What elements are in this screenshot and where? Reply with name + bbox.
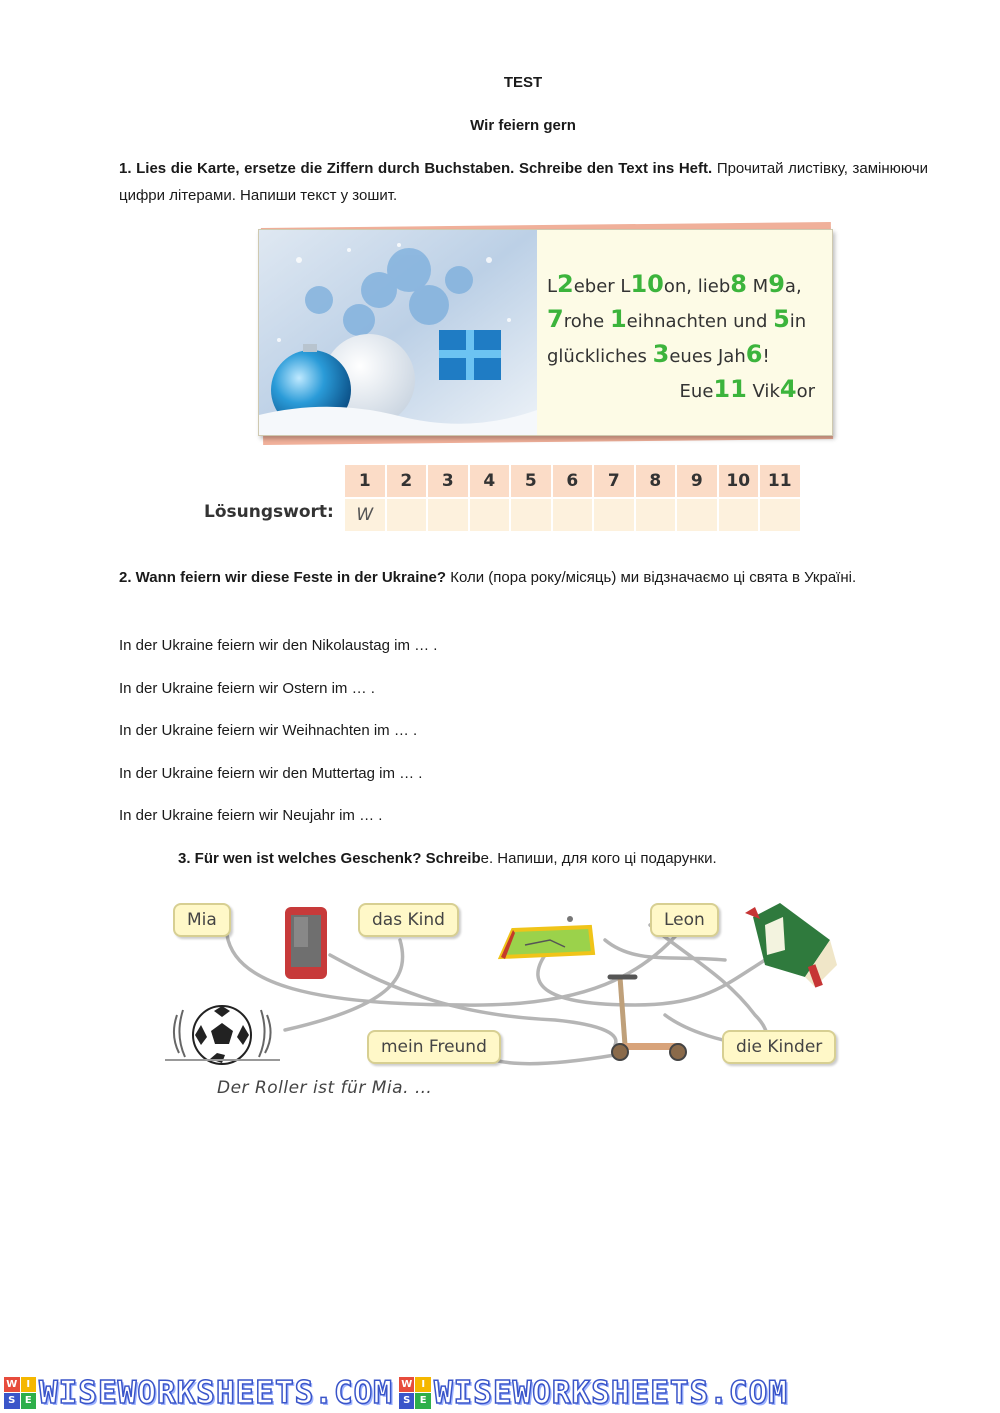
solution-answer-cell[interactable]: W (345, 499, 385, 531)
solution-number: 9 (677, 465, 717, 497)
solution-number-row (345, 465, 800, 497)
solution-answer-cell[interactable] (760, 499, 800, 531)
solution-answer-cell[interactable] (553, 499, 593, 531)
test-heading: TEST (503, 74, 543, 91)
solution-answer-cell[interactable] (636, 499, 676, 531)
exercise-2-instruction (119, 564, 928, 591)
card-line-2 (547, 303, 827, 338)
card-line-1 (547, 268, 827, 303)
logo-letter: S (4, 1393, 20, 1409)
exercise-3-title-tail: e. (480, 850, 494, 867)
solution-number: 1 (345, 465, 385, 497)
solution-answer-cell[interactable] (594, 499, 634, 531)
exercise-3-translation: Напиши, для кого ці подарунки. (497, 850, 717, 867)
card-digit: 3 (652, 340, 670, 368)
watermark-text: WISEWORKSHEETS.COM (433, 1374, 788, 1411)
page-subtitle: Wir feiern gern (470, 117, 576, 134)
logo-letter: I (21, 1377, 37, 1393)
logo-letter: W (4, 1377, 20, 1393)
solution-answer-cell[interactable] (677, 499, 717, 531)
card-digit: 6 (745, 340, 763, 368)
tag-das-kind: das Kind (358, 903, 459, 937)
card-text-fragment: eber L (573, 276, 631, 297)
card-text-fragment: eues Jah (669, 346, 746, 367)
card-text-fragment: L (547, 276, 558, 297)
football-icon (165, 1006, 280, 1064)
exercise-2-title: 2. Wann feiern wir diese Feste in der Ukraine? (119, 569, 447, 586)
solution-number: 5 (511, 465, 551, 497)
solution-number: 3 (428, 465, 468, 497)
exercise-1-translation: Прочитай листівку, замінюючи цифри літерами. Напиши текст у зошит. (119, 160, 929, 204)
card-digit: 2 (557, 270, 574, 298)
watermark (0, 1372, 1000, 1413)
exercise-2-sentence: In der Ukraine feiern wir den Muttertag im … . (119, 765, 423, 782)
card-text-fragment: ! (762, 346, 770, 367)
tag-mein-freund: mein Freund (367, 1030, 501, 1064)
smartphone-icon (285, 907, 327, 979)
board-game-icon (501, 916, 593, 959)
card-digit: 1 (609, 305, 627, 333)
scooter-icon (610, 977, 686, 1060)
card-text-fragment: on, lieb (663, 276, 731, 297)
card-digit: 7 (547, 305, 564, 333)
card-message (547, 268, 827, 408)
exercise-2-sentence: In der Ukraine feiern wir Ostern im … . (119, 680, 375, 697)
card-digit: 10 (630, 270, 664, 298)
solution-number: 10 (719, 465, 759, 497)
exercise-2-sentence: In der Ukraine feiern wir Neujahr im … . (119, 807, 383, 824)
card-text-fragment: Vik (746, 381, 780, 402)
exercise-2-sentence: In der Ukraine feiern wir den Nikolaustag im … . (119, 637, 438, 654)
card-text-fragment: Eue (679, 381, 714, 402)
logo-letter: W (399, 1377, 415, 1393)
example-answer: Der Roller ist für Mia. … (217, 1078, 433, 1098)
wiseworksheets-logo-icon (399, 1377, 431, 1409)
exercise-2-translation: Коли (пора року/місяць) ми відзначаємо ці свята в Україні. (450, 569, 857, 586)
solution-answer-row (345, 499, 800, 531)
solution-number: 7 (594, 465, 634, 497)
card-text-fragment: glückliches (547, 346, 653, 367)
tag-mia: Mia (173, 903, 231, 937)
solution-answer-cell[interactable] (428, 499, 468, 531)
solution-answer-cell[interactable] (511, 499, 551, 531)
watermark-segment (399, 1375, 788, 1411)
exercise-1-title: 1. Lies die Karte, ersetze die Ziffern durch Buchstaben. Schreibe den Text ins Heft. (119, 160, 713, 177)
solution-answer-cell[interactable] (470, 499, 510, 531)
card-digit: 9 (768, 270, 785, 298)
card-text-fragment: M (746, 276, 769, 297)
solution-number: 2 (387, 465, 427, 497)
card-text-fragment: a, (784, 276, 802, 297)
card-signature (547, 373, 827, 408)
card-text-fragment: in (789, 311, 807, 332)
card-digit: 4 (779, 375, 797, 403)
solution-table (343, 463, 802, 533)
exercise-2-sentence: In der Ukraine feiern wir Weihnachten im … . (119, 722, 418, 739)
card-digit: 11 (713, 375, 747, 403)
card-digit: 5 (773, 305, 790, 333)
tag-leon: Leon (650, 903, 719, 937)
card-text-fragment: rohe (563, 311, 610, 332)
logo-letter: E (415, 1393, 431, 1409)
exercise-1-instruction (119, 155, 928, 209)
solution-answer-cell[interactable] (387, 499, 427, 531)
solution-number: 11 (760, 465, 800, 497)
greeting-card (258, 229, 833, 436)
christmas-photo (259, 230, 537, 436)
book-icon (745, 903, 837, 988)
logo-letter: S (399, 1393, 415, 1409)
card-text-fragment: eihnachten und (626, 311, 774, 332)
card-line-3 (547, 338, 827, 373)
card-text-fragment: or (796, 381, 815, 402)
exercise-3-instruction (178, 850, 717, 867)
exercise-3-title: 3. Für wen ist welches Geschenk? Schreib (178, 850, 481, 867)
solution-number: 4 (470, 465, 510, 497)
logo-letter: I (415, 1377, 431, 1393)
logo-letter: E (21, 1393, 37, 1409)
solution-number: 6 (553, 465, 593, 497)
solution-answer-cell[interactable] (719, 499, 759, 531)
solution-number: 8 (636, 465, 676, 497)
wiseworksheets-logo-icon (4, 1377, 36, 1409)
watermark-segment (4, 1375, 393, 1411)
card-digit: 8 (730, 270, 747, 298)
watermark-text: WISEWORKSHEETS.COM (39, 1374, 393, 1411)
tag-die-kinder: die Kinder (722, 1030, 836, 1064)
solution-word-label: Lösungswort: (204, 502, 334, 522)
